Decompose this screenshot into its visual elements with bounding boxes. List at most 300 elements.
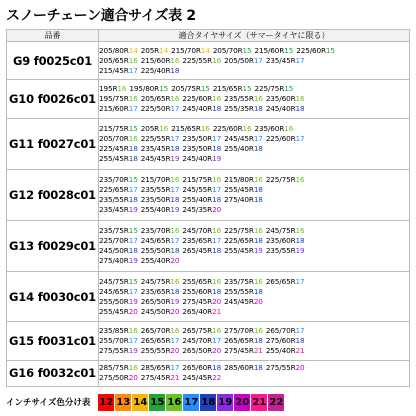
tire-size xyxy=(224,277,263,286)
tire-size-base: 255/60R xyxy=(182,286,213,296)
tire-size-base: 225/60R xyxy=(182,94,213,104)
tire-size-inch: 17 xyxy=(128,184,138,194)
tire-size-inch: 18 xyxy=(170,286,180,296)
tire-size-inch: 16 xyxy=(295,174,305,184)
tire-size-base: 235/45R xyxy=(140,143,171,153)
tire-size-inch: 17 xyxy=(170,184,180,194)
tire-size xyxy=(141,297,180,306)
tire-size-base: 235/60R xyxy=(254,123,285,133)
inch-color-legend xyxy=(6,393,285,411)
tire-size-inch: 16 xyxy=(253,94,263,104)
tire-size xyxy=(141,134,180,143)
tire-size-base: 215/65R xyxy=(212,84,243,94)
tire-size-inch: 16 xyxy=(242,123,252,133)
tire-size-inch: 21 xyxy=(170,373,180,383)
inch-swatch: 22 xyxy=(268,394,284,411)
tire-size-base: 255/50R xyxy=(99,296,129,306)
tire-size-base: 265/45R xyxy=(182,245,213,255)
tire-size xyxy=(141,287,180,296)
tire-size-base: 255/40R xyxy=(140,204,171,214)
tire-size xyxy=(266,277,305,286)
part-number: G14 f0030c01 xyxy=(7,271,99,322)
tire-size-base: 275/45R xyxy=(182,296,213,306)
inch-swatch: 18 xyxy=(200,394,216,411)
tire-size-base: 235/45R xyxy=(265,55,296,65)
tire-size xyxy=(182,277,221,286)
tire-size-base: 265/50R xyxy=(182,346,213,356)
tire-size-inch: 14 xyxy=(159,45,169,55)
tire-size xyxy=(224,104,263,113)
table-row xyxy=(7,169,410,220)
tire-size xyxy=(182,307,221,316)
tire-size-inch: 19 xyxy=(253,245,263,255)
tire-size-base: 245/40R xyxy=(265,104,296,114)
tire-size-inch: 17 xyxy=(295,326,305,336)
inch-swatch: 14 xyxy=(132,394,148,411)
tire-size-base: 255/40R xyxy=(224,143,254,153)
tire-size xyxy=(266,134,305,143)
tire-size-base: 275/45R xyxy=(224,346,254,356)
tire-size-inch: 17 xyxy=(170,336,180,346)
tire-size-base: 245/45R xyxy=(182,373,213,383)
tire-size-base: 245/75R xyxy=(140,276,171,286)
tire-size-base: 245/35R xyxy=(182,204,213,214)
tire-size-base: 285/60R xyxy=(224,363,254,373)
tire-size-inch: 16 xyxy=(170,225,180,235)
tire-size xyxy=(99,144,138,153)
tire-size xyxy=(266,346,305,355)
tire-size-inch: 15 xyxy=(128,174,138,184)
tire-size-line xyxy=(99,66,409,76)
tire-size-base: 255/70R xyxy=(99,336,129,346)
tire-size-inch: 18 xyxy=(212,286,222,296)
table-row xyxy=(7,42,410,80)
tire-size-inch: 17 xyxy=(170,235,180,245)
tire-size-inch: 20 xyxy=(212,204,222,214)
tire-size xyxy=(99,277,138,286)
tire-size-inch: 18 xyxy=(253,235,263,245)
tire-size-line xyxy=(99,154,409,164)
tire-size-base: 215/60R xyxy=(140,55,171,65)
tire-size-base: 215/80R xyxy=(224,174,254,184)
tire-size-base: 275/55R xyxy=(99,346,129,356)
tire-size-inch: 19 xyxy=(128,204,138,214)
tire-size-inch: 18 xyxy=(253,194,263,204)
tire-size xyxy=(266,104,305,113)
tire-size xyxy=(182,346,221,355)
tire-size xyxy=(224,363,263,372)
tire-size-base: 245/75R xyxy=(265,225,296,235)
tire-size-base: 265/70R xyxy=(265,326,296,336)
tire-size-list xyxy=(99,169,410,220)
tire-size-inch: 18 xyxy=(253,336,263,346)
tire-size xyxy=(141,346,180,355)
tire-size-inch: 19 xyxy=(128,296,138,306)
tire-size xyxy=(224,246,263,255)
tire-size-inch: 15 xyxy=(159,84,169,94)
tire-size-base: 195/80R xyxy=(129,84,160,94)
tire-size-inch: 18 xyxy=(295,104,305,114)
tire-size-inch: 17 xyxy=(128,104,138,114)
tire-size-line xyxy=(99,373,409,383)
tire-size xyxy=(266,56,305,65)
tire-size-line xyxy=(99,326,409,336)
tire-size-inch: 21 xyxy=(253,346,263,356)
tire-size xyxy=(224,326,263,335)
tire-size-base: 255/45R xyxy=(99,153,129,163)
tire-size xyxy=(213,84,252,93)
tire-size-base: 245/45R xyxy=(224,296,254,306)
tire-size xyxy=(99,346,138,355)
table-header-row xyxy=(7,30,410,42)
tire-size-inch: 16 xyxy=(128,363,138,373)
tire-size xyxy=(182,236,221,245)
tire-size-inch: 22 xyxy=(212,373,222,383)
tire-size xyxy=(266,236,305,245)
tire-size-line xyxy=(99,205,409,215)
inch-swatch: 20 xyxy=(234,394,250,411)
tire-size-base: 225/75R xyxy=(224,225,254,235)
tire-size-line xyxy=(99,175,409,185)
tire-size-inch: 16 xyxy=(212,225,222,235)
tire-size-base: 275/50R xyxy=(99,373,129,383)
tire-size-base: 195R xyxy=(99,84,118,94)
tire-size-line xyxy=(99,256,409,266)
tire-size xyxy=(182,195,221,204)
tire-size-inch: 16 xyxy=(253,326,263,336)
tire-size xyxy=(182,205,221,214)
tire-size-line xyxy=(99,46,409,56)
tire-size-inch: 18 xyxy=(212,194,222,204)
tire-size xyxy=(224,287,263,296)
tire-size-base: 235/55R xyxy=(140,184,171,194)
tire-size-base: 235/70R xyxy=(140,225,171,235)
tire-size-list xyxy=(99,271,410,322)
tire-size xyxy=(266,175,305,184)
tire-size-inch: 17 xyxy=(295,55,305,65)
tire-size xyxy=(296,46,335,55)
tire-size-inch: 20 xyxy=(212,296,222,306)
tire-size-inch: 18 xyxy=(253,363,263,373)
tire-size-inch: 18 xyxy=(170,245,180,255)
tire-size-base: 205/65R xyxy=(140,94,171,104)
tire-size-base: 275/60R xyxy=(265,336,296,346)
tire-size-base: 235/85R xyxy=(99,326,129,336)
tire-size xyxy=(266,226,305,235)
tire-size-inch: 20 xyxy=(128,306,138,316)
tire-size-inch: 18 xyxy=(212,104,222,114)
tire-size-base: 235/55R xyxy=(224,94,254,104)
tire-size-inch: 16 xyxy=(170,276,180,286)
tire-size-inch: 19 xyxy=(128,346,138,356)
tire-size-base: 215/70R xyxy=(171,45,201,55)
tire-size-inch: 16 xyxy=(170,174,180,184)
tire-size-inch: 18 xyxy=(128,153,138,163)
tire-size xyxy=(141,336,180,345)
tire-size xyxy=(141,46,168,55)
tire-size-base: 225/40R xyxy=(140,65,171,75)
tire-size-base: 265/65R xyxy=(224,336,254,346)
tire-size-base: 205/75R xyxy=(171,84,201,94)
tire-size-inch: 17 xyxy=(295,133,305,143)
tire-size-inch: 17 xyxy=(253,55,263,65)
tire-size-base: 255/35R xyxy=(224,104,254,114)
tire-size xyxy=(266,363,305,372)
tire-size-base: 235/60R xyxy=(265,235,296,245)
tire-size xyxy=(224,134,263,143)
inch-swatch: 12 xyxy=(98,394,114,411)
table-row xyxy=(7,220,410,271)
tire-size xyxy=(224,175,263,184)
tire-size-inch: 16 xyxy=(212,276,222,286)
tire-size xyxy=(182,134,221,143)
tire-size-list xyxy=(99,360,410,386)
tire-size-base: 275/45R xyxy=(140,373,171,383)
tire-size-base: 215/75R xyxy=(182,174,213,184)
tire-size-inch: 16 xyxy=(170,55,180,65)
tire-size-inch: 20 xyxy=(128,373,138,383)
tire-size-inch: 18 xyxy=(170,194,180,204)
tire-size-base: 235/45R xyxy=(99,204,129,214)
tire-size-line xyxy=(99,94,409,104)
tire-size xyxy=(182,246,221,255)
tire-size-inch: 18 xyxy=(128,245,138,255)
tire-size xyxy=(224,94,263,103)
tire-size xyxy=(255,124,294,133)
tire-size xyxy=(182,185,221,194)
tire-size-base: 215/45R xyxy=(99,65,129,75)
tire-size-line xyxy=(99,104,409,114)
tire-size-line xyxy=(99,297,409,307)
tire-size xyxy=(255,46,294,55)
tire-size-inch: 20 xyxy=(253,296,263,306)
tire-size xyxy=(182,336,221,345)
tire-size-base: 235/65R xyxy=(140,286,171,296)
tire-size-base: 245/40R xyxy=(182,153,213,163)
tire-size-base: 225/55R xyxy=(182,55,213,65)
tire-size-line xyxy=(99,84,409,94)
tire-size xyxy=(224,226,263,235)
inch-swatch: 19 xyxy=(217,394,233,411)
tire-size-inch: 16 xyxy=(170,326,180,336)
tire-size-inch: 19 xyxy=(295,245,305,255)
tire-size-base: 255/45R xyxy=(224,245,254,255)
tire-size xyxy=(141,373,180,382)
tire-size-base: 205/70R xyxy=(99,133,129,143)
tire-size xyxy=(99,56,138,65)
tire-size-list xyxy=(99,42,410,80)
tire-size xyxy=(255,84,294,93)
inch-swatch: 13 xyxy=(115,394,131,411)
tire-size-inch: 17 xyxy=(170,133,180,143)
tire-size-base: 235/55R xyxy=(99,194,129,204)
tire-size-base: 205R xyxy=(140,123,160,133)
tire-size-base: 255/55R xyxy=(224,286,254,296)
tire-size-base: 275/55R xyxy=(265,363,296,373)
tire-size xyxy=(141,195,180,204)
tire-size-inch: 17 xyxy=(212,133,222,143)
tire-size-base: 225/50R xyxy=(140,104,171,114)
tire-size-inch: 15 xyxy=(128,225,138,235)
tire-size-inch: 16 xyxy=(128,55,138,65)
tire-size xyxy=(99,363,138,372)
tire-size-base: 225/70R xyxy=(99,235,129,245)
tire-size-inch: 16 xyxy=(128,94,138,104)
tire-size-inch: 14 xyxy=(200,45,210,55)
tire-size-list xyxy=(99,322,410,360)
tire-size-base: 245/65R xyxy=(140,235,171,245)
tire-size-base: 245/70R xyxy=(182,336,213,346)
tire-size-inch: 14 xyxy=(128,45,138,55)
tire-size-inch: 17 xyxy=(212,235,222,245)
tire-size xyxy=(141,256,180,265)
tire-size-base: 285/65R xyxy=(140,363,171,373)
header-part-number: 品番 xyxy=(7,30,99,42)
tire-size-inch: 17 xyxy=(295,276,305,286)
tire-size-inch: 17 xyxy=(128,65,138,75)
tire-size-base: 215/75R xyxy=(99,123,129,133)
tire-size-inch: 16 xyxy=(284,123,294,133)
tire-size xyxy=(99,226,138,235)
tire-size xyxy=(182,373,221,382)
table-row xyxy=(7,322,410,360)
tire-size-base: 235/50R xyxy=(182,143,213,153)
tire-size xyxy=(141,94,180,103)
tire-size-inch: 15 xyxy=(128,276,138,286)
tire-size-base: 285/75R xyxy=(99,363,129,373)
tire-size-base: 225/75R xyxy=(254,84,285,94)
tire-size xyxy=(182,363,221,372)
tire-size-line xyxy=(99,226,409,236)
tire-size-base: 235/75R xyxy=(224,276,254,286)
tire-size xyxy=(99,287,138,296)
tire-size-base: 255/40R xyxy=(140,255,171,265)
table-row xyxy=(7,271,410,322)
tire-size xyxy=(224,144,263,153)
table-row xyxy=(7,118,410,169)
tire-size xyxy=(266,246,305,255)
tire-size xyxy=(182,144,221,153)
tire-size xyxy=(266,94,305,103)
tire-size-inch: 21 xyxy=(212,306,222,316)
part-number: G16 f0032c01 xyxy=(7,360,99,386)
tire-size xyxy=(224,236,263,245)
size-table xyxy=(6,29,410,387)
tire-size-inch: 20 xyxy=(295,363,305,373)
inch-swatch: 17 xyxy=(183,394,199,411)
tire-size xyxy=(141,205,180,214)
tire-size-inch: 16 xyxy=(253,225,263,235)
tire-size xyxy=(141,175,180,184)
tire-size-inch: 15 xyxy=(242,84,252,94)
tire-size-base: 225/75R xyxy=(265,174,296,184)
tire-size xyxy=(224,56,263,65)
tire-size-inch: 16 xyxy=(170,94,180,104)
legend-label: インチサイズ色分け表 xyxy=(6,398,91,408)
tire-size-inch: 16 xyxy=(212,94,222,104)
tire-size xyxy=(182,175,221,184)
tire-size-base: 255/65R xyxy=(182,276,213,286)
tire-size xyxy=(141,144,180,153)
tire-size-inch: 20 xyxy=(170,346,180,356)
tire-size xyxy=(213,46,252,55)
tire-size-line xyxy=(99,346,409,356)
tire-size xyxy=(171,124,210,133)
tire-size-inch: 16 xyxy=(212,55,222,65)
tire-size xyxy=(99,104,138,113)
tire-size xyxy=(141,66,180,75)
tire-size-base: 225/45R xyxy=(99,143,129,153)
tire-size-base: 265/75R xyxy=(182,326,213,336)
tire-size xyxy=(213,124,252,133)
tire-size xyxy=(182,326,221,335)
tire-size-inch: 15 xyxy=(325,45,335,55)
tire-size-list xyxy=(99,118,410,169)
tire-size-line xyxy=(99,134,409,144)
tire-size-line xyxy=(99,124,409,134)
tire-size-base: 225/65R xyxy=(99,184,129,194)
tire-size-inch: 17 xyxy=(170,104,180,114)
tire-size-base: 265/65R xyxy=(140,336,171,346)
tire-size-inch: 16 xyxy=(128,133,138,143)
tire-size-base: 245/50R xyxy=(140,306,171,316)
size-table-body xyxy=(7,42,410,387)
tire-size-base: 255/55R xyxy=(140,346,171,356)
tire-size-inch: 18 xyxy=(253,286,263,296)
tire-size-inch: 18 xyxy=(295,336,305,346)
tire-size-inch: 15 xyxy=(242,45,252,55)
tire-size-base: 255/50R xyxy=(140,245,171,255)
tire-size-base: 225/55R xyxy=(140,133,171,143)
tire-size xyxy=(141,246,180,255)
tire-size xyxy=(99,297,138,306)
tire-size-inch: 17 xyxy=(212,336,222,346)
tire-size-inch: 18 xyxy=(253,143,263,153)
inch-swatch: 15 xyxy=(149,394,165,411)
tire-size xyxy=(99,336,138,345)
tire-size-inch: 17 xyxy=(128,286,138,296)
tire-size-line xyxy=(99,277,409,287)
tire-size xyxy=(266,326,305,335)
tire-size xyxy=(182,297,221,306)
tire-size xyxy=(99,46,138,55)
tire-size-base: 215/70R xyxy=(140,174,171,184)
tire-size-line xyxy=(99,246,409,256)
tire-size-base: 195/75R xyxy=(99,94,129,104)
tire-size-inch: 20 xyxy=(212,346,222,356)
tire-size xyxy=(141,307,180,316)
tire-size xyxy=(129,84,168,93)
tire-size-list xyxy=(99,80,410,118)
tire-size xyxy=(99,205,138,214)
tire-size xyxy=(224,336,263,345)
tire-size-base: 225/60R xyxy=(212,123,243,133)
tire-size-inch: 16 xyxy=(212,326,222,336)
tire-size xyxy=(99,94,138,103)
tire-size-inch: 19 xyxy=(128,255,138,265)
tire-size-inch: 16 xyxy=(295,225,305,235)
tire-size-base: 275/40R xyxy=(224,194,254,204)
tire-size-line xyxy=(99,336,409,346)
tire-size-base: 255/40R xyxy=(265,346,296,356)
tire-size xyxy=(182,154,221,163)
tire-size-base: 255/40R xyxy=(182,194,213,204)
tire-size xyxy=(171,46,210,55)
tire-size-base: 235/75R xyxy=(99,225,129,235)
tire-size xyxy=(99,256,138,265)
tire-size-base: 205/80R xyxy=(99,45,129,55)
tire-size-base: 225/60R xyxy=(265,133,296,143)
